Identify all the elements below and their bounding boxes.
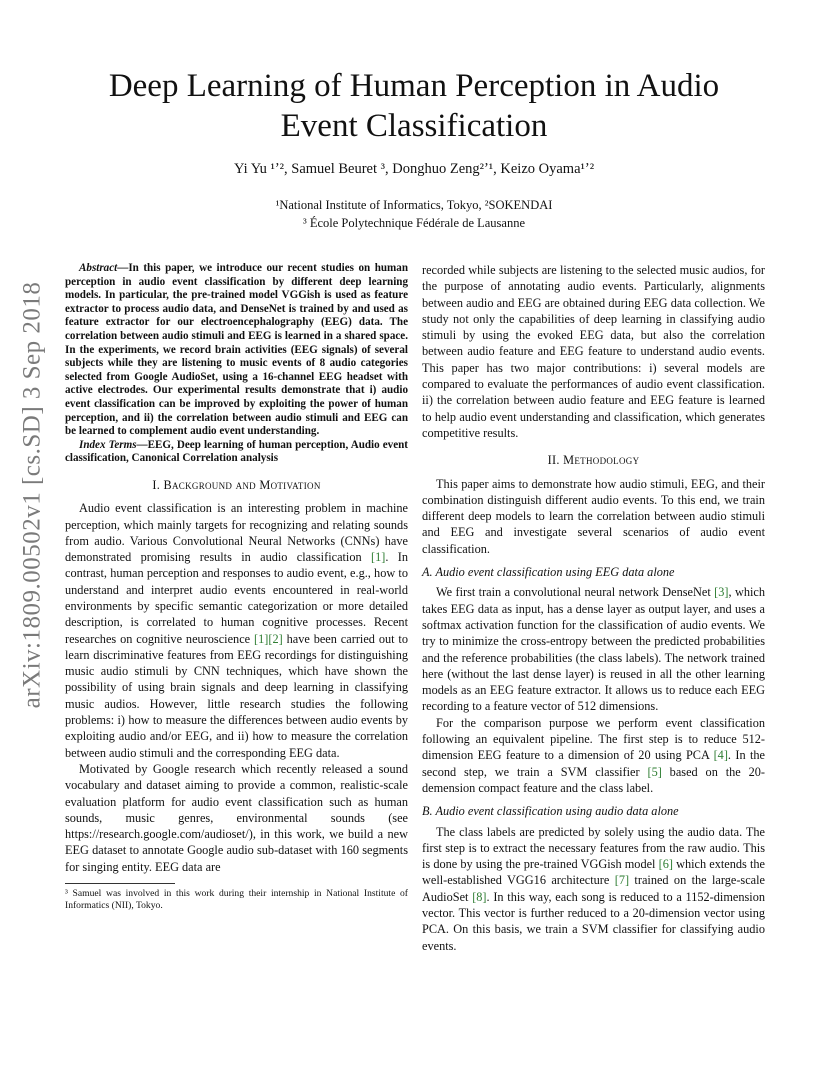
body-text: . In the second step, we train a SVM classifier [422,748,765,779]
right-column [422,262,765,954]
citation-link[interactable]: [1] [370,550,386,565]
subsection-b-paragraph-1 [422,824,765,954]
body-text: based on the 20-demension compact feature and the class label. [422,764,765,795]
citation-link[interactable]: [4] [713,748,728,763]
affiliation-line-2: ³ École Polytechnique Fédérale de Lausanne [302,216,526,230]
subsection-b-heading: B. Audio event classification using audio data alone [422,804,679,819]
abstract [65,262,408,439]
footnote: ³ Samuel was involved in this work during their internship in National Institute of Informatics (NII), Tokyo. [65,888,408,912]
citation-link[interactable]: [2] [268,631,283,646]
body-text: For the comparison purpose we perform event classification following an equivalent pipeline. The first step is to reduce 512-dimension EEG feature to a dimension of 20 using PCA [422,715,765,763]
section-1-paragraph-2: Motivated by Google research which recently released a sound vocabulary and dataset aiming to provide a common, realistic-scale evaluation platform for audio event classification such as human sounds, music genres, environmental sounds (see https://research.google.com/audioset/), in this work, we build a new EEG dataset to annotate Google audio sub-dataset with 160 segments for singing entity. EEG data are [65,761,408,874]
affiliation-line-1: ¹National Institute of Informatics, Tokyo, ²SOKENDAI [275,198,553,212]
abstract-label: Abstract [79,262,118,274]
arxiv-sidebar-stamp [14,281,50,708]
footnote-divider [65,883,175,884]
section-1-paragraph-1 [65,500,408,761]
arxiv-identifier: arXiv:1809.00502v1 [cs.SD] 3 Sep 2018 [18,281,45,708]
paper-title: Deep Learning of Human Perception in Audio Event Classification [108,68,720,144]
subsection-a-paragraph-2 [422,715,765,796]
section-2-heading: II. Methodology [547,453,640,468]
citation-link[interactable]: [7] [614,873,630,888]
continued-paragraph: recorded while subjects are listening to the selected music audios, for the purpose of annotating audio events. Particularly, alignments between audio and EEG are obtained during EEG data collection. We study not only the capabilities of deep learning in classifying audio stimuli by using the evoked EEG data, but also the correlation between audio feature and EEG feature to understand audio events. This paper has two major contributions: i) several models are compared to evaluate the performances of audio event classification. ii) the correlation between audio feature and EEG feature is learned to help audio event understanding and classification, which generates competitive results. [422,263,765,440]
body-text: trained on the large-scale AudioSet [422,873,765,904]
body-text: . In this way, each song is reduced to a 1152-dimension vector. This vector is further reduced to a 20-dimension vector using PCA. On this basis, we train a SVM classifier for classifying audio events. [422,889,765,953]
index-terms-text: —EEG, Deep learning of human perception, Audio event classification, Canonical Correlation analysis [65,438,408,465]
section-2-intro: This paper aims to demonstrate how audio stimuli, EEG, and their combination distinguish different audio events. To this end, we train different deep models to learn the correlation between audio stimuli and EEG and investigate several scenarios of audio event classification. [422,476,765,556]
abstract-text: —In this paper, we introduce our recent studies on human perception in audio event classification by different deep learning models. In particular, the pre-trained model VGGish is used as feature extractor to process audio data, and DenseNet is trained by and used as feature extractor for our electroencephalography (EEG) data. The correlation between audio stimuli and EEG is learned in a shared space. In the experiments, we record brain activities (EEG signals) of several subjects while they are listening to music events of 8 audio categories selected from Google AudioSet, using a 16-channel EEG headset with active electrodes. Our experimental results demonstrate that i) audio event classification can be improved by exploiting the power of human perception, and ii) the correlation between audio stimuli and EEG can be learned to complement audio event understanding. [65,262,408,438]
citation-link[interactable]: [6] [658,857,673,872]
body-text: Audio event classification is an interesting problem in machine perception, which mainly targets for recognizing and relating sounds from audio. Various Convolutional Neural Networks (CNNs) have demonstrated promising results in audio classification [65,501,408,565]
body-text: have been carried out to learn discriminative features from EEG recordings for distinguishing music audio stimuli by CNN techniques, which have shown the possibility of using brain signals and deep learning in classifying music audios. However, little research studies the following problems: i) how to measure the differences between audio events by exploiting audio and/or EEG, and ii) how to measure the correlation between audio stimuli and the corresponding EEG data. [65,631,408,760]
author-list: Yi Yu ¹ʼ², Samuel Beuret ³, Donghuo Zeng²ʼ¹, Keizo Oyama¹ʼ² [233,161,595,177]
body-text: We first train a convolutional neural network DenseNet [436,585,715,600]
body-text: , which takes EEG data as input, has a dense layer as output layer, and uses a softmax activation function for the classification of audio events. We try to minimize the cross-entropy between the predicted probabilities and the reference probabilities (the class labels). The network trained here (without the last dense layer) is reused in all the other learning models as an EEG feature extractor. It allows us to reduce each EEG recording to a feature vector of 512 dimensions. [422,585,766,714]
citation-link[interactable]: [1] [254,631,269,646]
citation-link[interactable]: [3] [714,585,729,600]
subsection-a-paragraph-1 [422,584,765,714]
body-text: . In contrast, human perception and responses to audio event, e.g., how to understand and interpret audio events encountered in real-world environments by specific semantic categorization or more detailed description, is correlated to human cognitive processes. Recent researches on cognitive neuroscience [65,550,408,646]
left-column [65,262,408,912]
citation-link[interactable]: [5] [647,764,662,779]
index-terms [65,439,408,466]
citation-link[interactable]: [8] [472,889,487,904]
index-terms-label: Index Terms [79,438,137,451]
body-text: which extends the well-established VGG16 architecture [422,857,765,888]
body-text: The class labels are predicted by solely using the audio data. The first step is to extract the necessary features from the raw audio. This is done by using the pre-trained VGGish model [422,824,765,872]
section-1-heading: I. Background and Motivation [152,477,321,492]
subsection-a-heading: A. Audio event classification using EEG data alone [422,565,675,580]
